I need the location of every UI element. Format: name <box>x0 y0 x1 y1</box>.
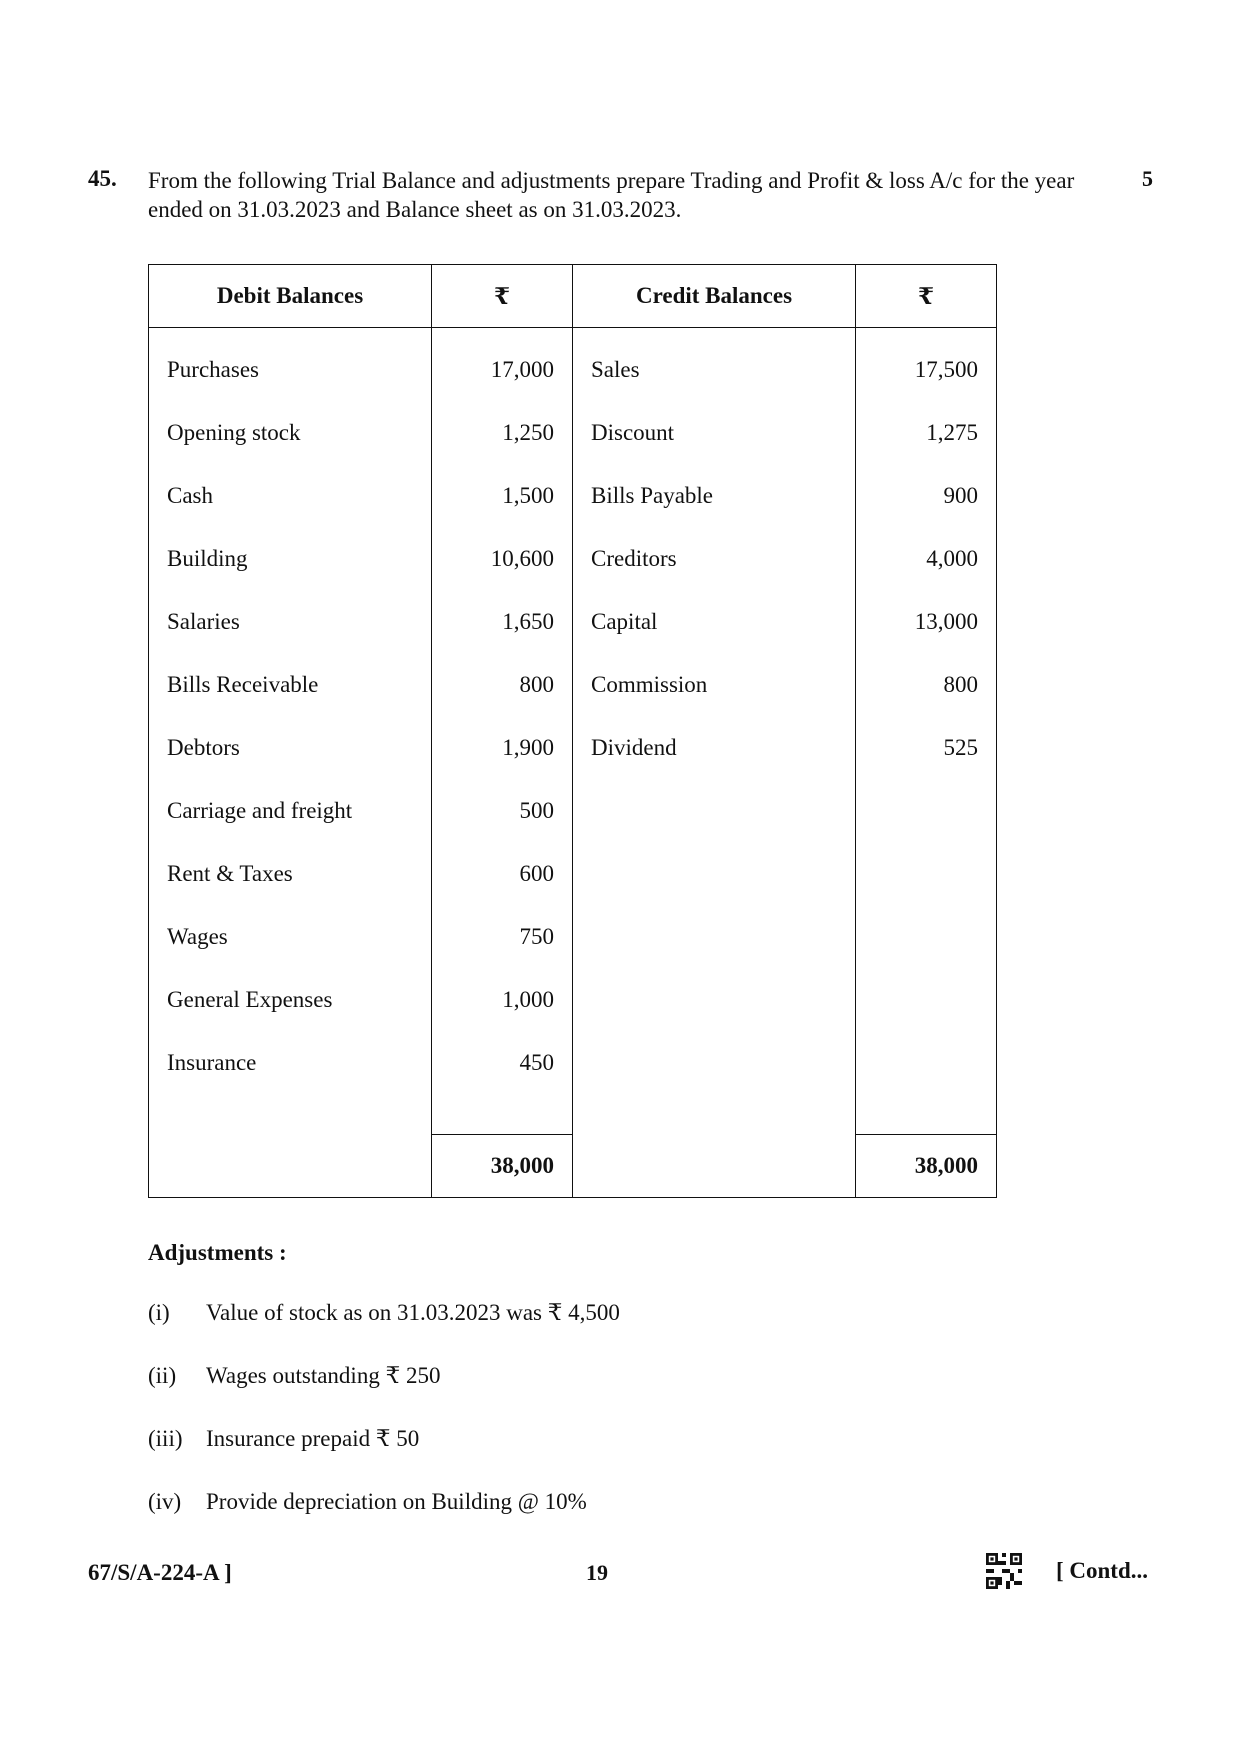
credit-item <box>573 842 856 905</box>
adjustment-text: Wages outstanding ₹ 250 <box>206 1363 441 1388</box>
credit-amount <box>856 905 997 968</box>
credit-amount: 13,000 <box>856 590 997 653</box>
table-row <box>149 590 997 653</box>
debit-item: Bills Receivable <box>149 653 432 716</box>
header-debit-balances: Debit Balances <box>149 265 432 328</box>
credit-amount <box>856 968 997 1031</box>
credit-item: Creditors <box>573 527 856 590</box>
table-row <box>149 968 997 1031</box>
credit-item: Dividend <box>573 716 856 779</box>
debit-amount: 450 <box>432 1031 573 1094</box>
credit-amount: 4,000 <box>856 527 997 590</box>
debit-amount: 1,900 <box>432 716 573 779</box>
credit-amount: 525 <box>856 716 997 779</box>
credit-amount <box>856 1031 997 1094</box>
trial-balance-body <box>149 328 997 1198</box>
debit-item: Cash <box>149 464 432 527</box>
total-blank-debit <box>149 1135 432 1198</box>
debit-amount: 800 <box>432 653 573 716</box>
table-row <box>149 653 997 716</box>
debit-amount: 1,650 <box>432 590 573 653</box>
credit-item: Discount <box>573 401 856 464</box>
adjustment-number: (ii) <box>148 1363 177 1388</box>
continued-label: [ Contd... <box>1056 1558 1149 1583</box>
credit-item <box>573 779 856 842</box>
credit-amount: 17,500 <box>856 328 997 402</box>
table-row <box>149 464 997 527</box>
debit-amount: 1,500 <box>432 464 573 527</box>
trial-balance-table <box>148 264 997 1198</box>
table-header-row <box>149 265 997 328</box>
credit-item <box>573 1031 856 1094</box>
question-number: 45. <box>88 166 117 191</box>
debit-total: 38,000 <box>432 1135 573 1198</box>
credit-item <box>573 905 856 968</box>
table-row <box>149 905 997 968</box>
paper-code: 67/S/A-224-A ] <box>88 1560 232 1585</box>
spacer-cell <box>856 1094 997 1135</box>
credit-amount: 800 <box>856 653 997 716</box>
credit-amount <box>856 842 997 905</box>
debit-amount: 750 <box>432 905 573 968</box>
table-row <box>149 1031 997 1094</box>
adjustment-number: (iv) <box>148 1489 182 1514</box>
table-row <box>149 842 997 905</box>
debit-amount: 500 <box>432 779 573 842</box>
adjustments-title: Adjustments : <box>148 1240 287 1265</box>
credit-amount <box>856 779 997 842</box>
credit-item: Sales <box>573 328 856 402</box>
adjustment-text: Value of stock as on 31.03.2023 was ₹ 4,500 <box>206 1300 620 1325</box>
credit-item: Bills Payable <box>573 464 856 527</box>
table-row <box>149 716 997 779</box>
credit-amount: 900 <box>856 464 997 527</box>
spacer-cell <box>573 1094 856 1135</box>
debit-amount: 17,000 <box>432 328 573 402</box>
spacer-cell <box>149 1094 432 1135</box>
spacer-cell <box>432 1094 573 1135</box>
adjustment-number: (iii) <box>148 1426 183 1451</box>
debit-item: Debtors <box>149 716 432 779</box>
table-row <box>149 328 997 402</box>
credit-item: Capital <box>573 590 856 653</box>
qr-code-icon <box>986 1553 1022 1589</box>
credit-item: Commission <box>573 653 856 716</box>
header-credit-rupee: ₹ <box>856 265 997 328</box>
question-text: From the following Trial Balance and adjustments prepare Trading and Profit & loss A/c for the year ended on 31.03.2023 and Balance sheet as on 31.03.2023. <box>148 168 1075 222</box>
table-spacer-row <box>149 1094 997 1135</box>
debit-item: Opening stock <box>149 401 432 464</box>
table-row <box>149 527 997 590</box>
adjustment-text: Provide depreciation on Building @ 10% <box>206 1489 587 1514</box>
table-total-row <box>149 1135 997 1198</box>
table-row <box>149 779 997 842</box>
credit-total: 38,000 <box>856 1135 997 1198</box>
adjustment-text: Insurance prepaid ₹ 50 <box>206 1426 420 1451</box>
header-debit-rupee: ₹ <box>432 265 573 328</box>
debit-amount: 10,600 <box>432 527 573 590</box>
adjustment-number: (i) <box>148 1300 170 1325</box>
debit-item: General Expenses <box>149 968 432 1031</box>
credit-amount: 1,275 <box>856 401 997 464</box>
debit-amount: 600 <box>432 842 573 905</box>
header-credit-balances: Credit Balances <box>573 265 856 328</box>
debit-amount: 1,000 <box>432 968 573 1031</box>
table-row <box>149 401 997 464</box>
total-blank-credit <box>573 1135 856 1198</box>
debit-item: Purchases <box>149 328 432 402</box>
question-marks: 5 <box>1142 166 1153 191</box>
debit-item: Wages <box>149 905 432 968</box>
debit-item: Salaries <box>149 590 432 653</box>
debit-item: Carriage and freight <box>149 779 432 842</box>
debit-item: Rent & Taxes <box>149 842 432 905</box>
debit-amount: 1,250 <box>432 401 573 464</box>
debit-item: Building <box>149 527 432 590</box>
credit-item <box>573 968 856 1031</box>
page-number: 19 <box>586 1560 608 1585</box>
debit-item: Insurance <box>149 1031 432 1094</box>
